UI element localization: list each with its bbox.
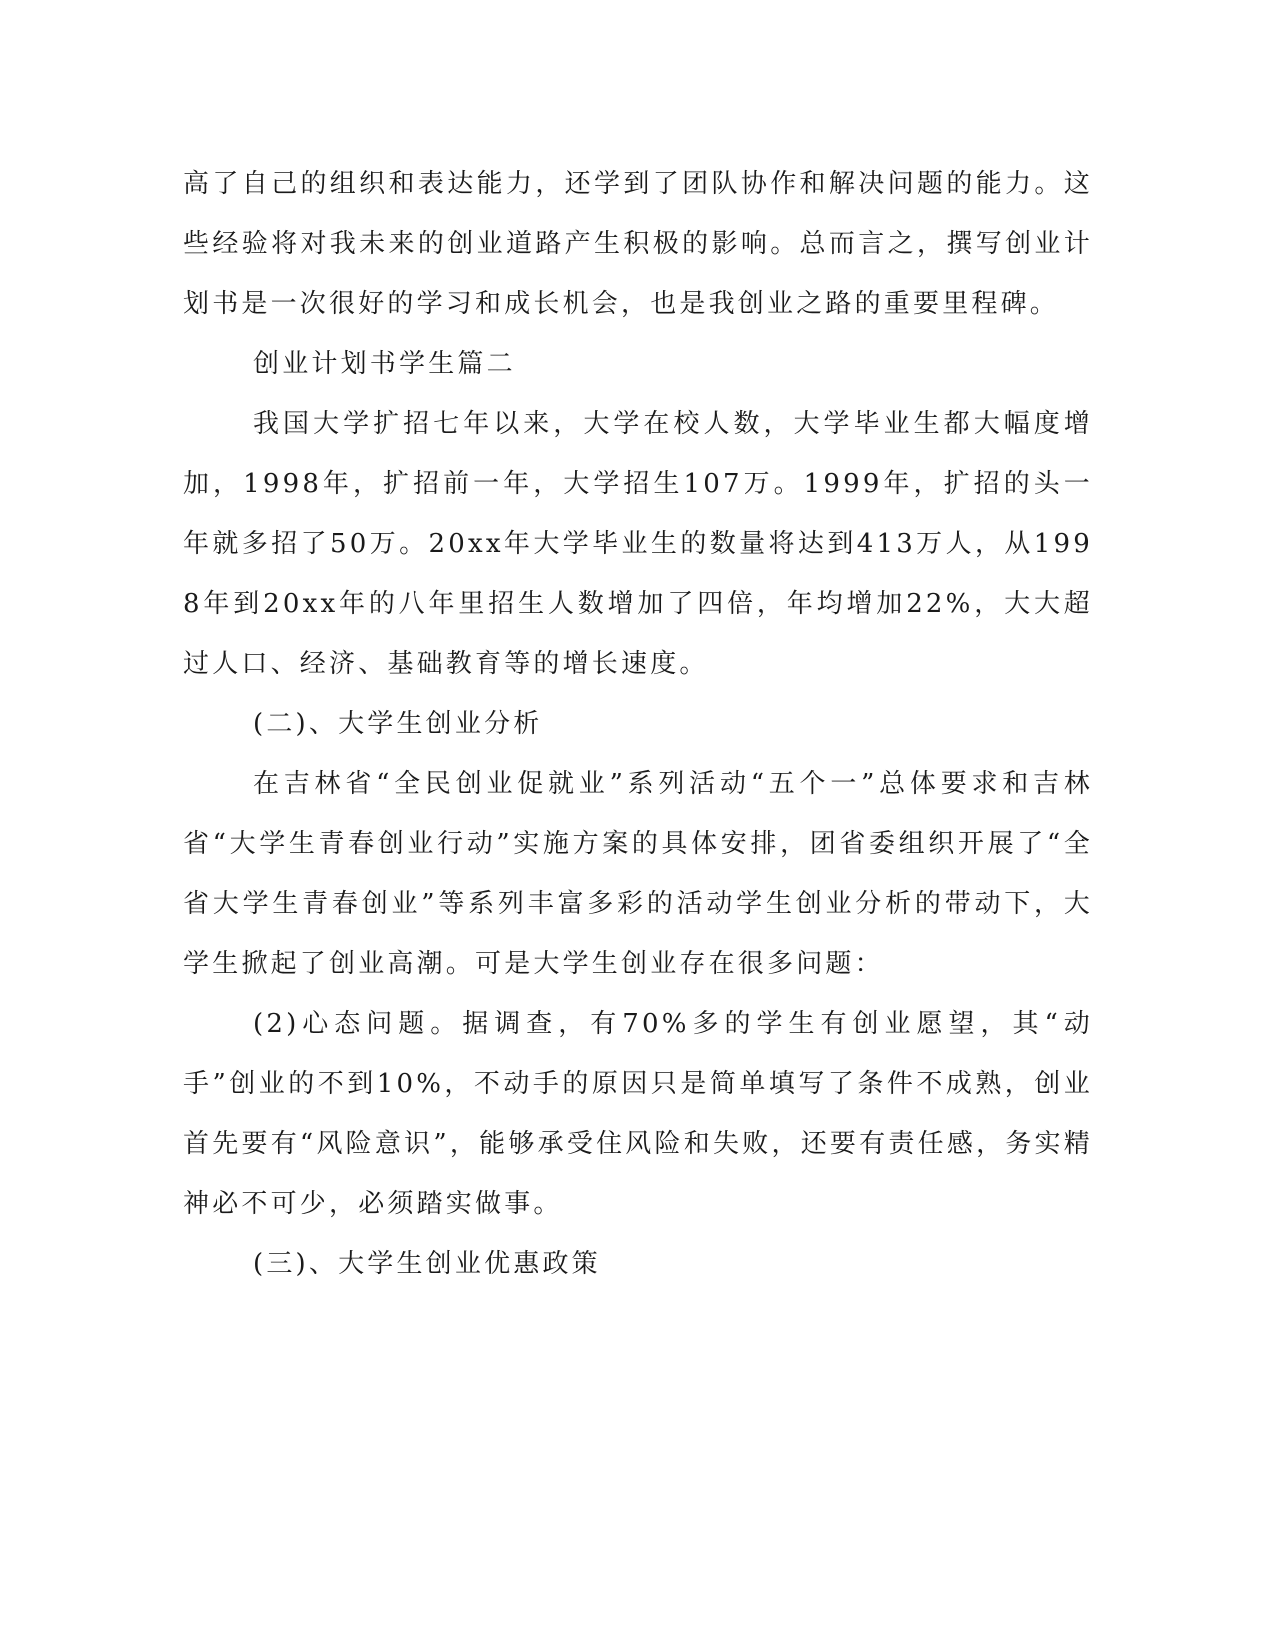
subheading-preferential-policies: (三)、大学生创业优惠政策 [253,1249,601,1279]
paragraph-reflection: 高了自己的组织和表达能力，还学到了团队协作和解决问题的能力。这些经验将对我未来的创业道路产生积极的影响。总而言之，撰写创业计划书是一次很好的学习和成长机会，也是我创业之路的重要里程碑。 [183,169,1093,319]
section-heading-part-two: 创业计划书学生篇二 [253,349,516,379]
document-body [183,154,1093,1294]
subheading-startup-analysis: (二)、大学生创业分析 [253,709,543,739]
paragraph-mindset-issue: (2)心态问题。据调查，有70%多的学生有创业愿望，其“动手”创业的不到10%，不动手的原因只是简单填写了条件不成熟，创业首先要有“风险意识”，能够承受住风险和失败，还要有责任感，务实精神必不可少，必须踏实做事。 [183,1009,1093,1219]
paragraph-enrollment-stats: 我国大学扩招七年以来，大学在校人数，大学毕业生都大幅度增加，1998年，扩招前一年，大学招生107万。1999年，扩招的头一年就多招了50万。20xx年大学毕业生的数量将达到413万人，从1998年到20xx年的八年里招生人数增加了四倍，年均增加22%，大大超过人口、经济、基础教育等的增长速度。 [183,409,1093,679]
paragraph-jilin-activities: 在吉林省“全民创业促就业”系列活动“五个一”总体要求和吉林省“大学生青春创业行动”实施方案的具体安排，团省委组织开展了“全省大学生青春创业”等系列丰富多彩的活动学生创业分析的带动下，大学生掀起了创业高潮。可是大学生创业存在很多问题： [183,769,1093,979]
